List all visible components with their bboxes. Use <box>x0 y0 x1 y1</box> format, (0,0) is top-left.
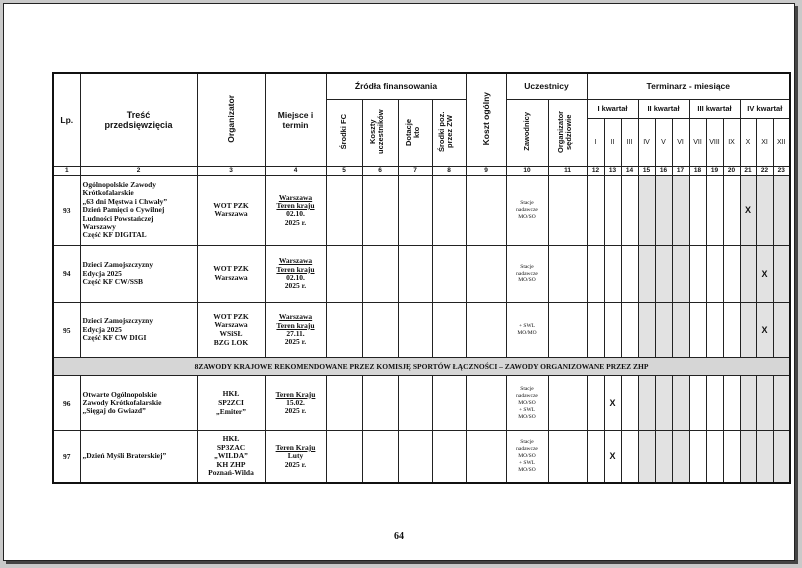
month-cell-vi <box>672 302 689 358</box>
text-line: Warszawy <box>82 221 116 231</box>
column-number: 10 <box>506 166 548 175</box>
row-finance-cell <box>326 246 362 303</box>
header-month-1: I <box>587 118 604 166</box>
text-line: WOT PZK <box>213 264 249 274</box>
header-tresc: Treść przedsięwzięcia <box>80 73 197 166</box>
row-finance-cell <box>326 302 362 358</box>
text-line: Warszawa <box>278 192 313 202</box>
text-line: nadawcze <box>516 446 538 453</box>
row-organizator <box>197 246 265 303</box>
text-line: Zawody Krótkofalarskie <box>82 398 162 407</box>
text-line: Część KF CW DIGI <box>82 333 147 343</box>
month-cell-vii <box>689 175 706 246</box>
row-miejsce <box>265 430 326 483</box>
month-mark-xi: X <box>756 302 773 358</box>
header-kwartal-3: III kwartał <box>689 99 740 118</box>
row-lp: 94 <box>53 246 80 303</box>
row-zawodnicy <box>506 175 548 246</box>
row-lp: 95 <box>53 302 80 358</box>
header-koszt-ogolny: Koszt ogólny <box>466 73 506 166</box>
row-finance-cell <box>398 175 432 246</box>
row-sedziowie <box>548 302 587 358</box>
text-line: Luty <box>287 451 304 461</box>
text-line: WOT PZK <box>213 311 249 321</box>
column-number: 1 <box>53 166 80 175</box>
text-line: MO/SO <box>518 399 536 406</box>
text-line: Edycja 2025 <box>82 324 122 334</box>
column-number: 11 <box>548 166 587 175</box>
month-cell-x <box>740 376 756 431</box>
header-koszty: Koszty uczestników <box>362 99 398 166</box>
header-month-9: IX <box>723 118 740 166</box>
month-cell-viii <box>706 302 723 358</box>
column-number: 6 <box>362 166 398 175</box>
table-row <box>53 175 790 246</box>
month-cell-i <box>587 246 604 303</box>
row-tresc <box>80 246 197 303</box>
section-title: 8ZAWODY KRAJOWE REKOMENDOWANE PRZEZ KOMISJĘ SPORTÓW ŁĄCZNOŚCI – ZAWODY ORGANIZOWANE PRZEZ ZHP <box>53 358 790 376</box>
row-lp: 97 <box>53 430 80 483</box>
month-cell-iii <box>621 302 638 358</box>
row-finance-cell <box>398 376 432 431</box>
text-line: Teren kraju <box>276 200 315 210</box>
month-cell-vii <box>689 376 706 431</box>
header-kwartal-1: I kwartał <box>587 99 638 118</box>
month-cell-ix <box>723 302 740 358</box>
text-line: Teren Kraju <box>275 389 316 399</box>
text-line: + SWL <box>518 406 536 413</box>
text-line: Stacje <box>520 439 534 446</box>
text-line: 2025 r. <box>284 281 307 291</box>
text-line: SP2ZCI <box>218 397 244 407</box>
text-line: „WILDA” <box>214 451 248 461</box>
text-line: MO/SO <box>518 466 536 473</box>
row-lp: 93 <box>53 175 80 246</box>
text-line: Część KF DIGITAL <box>82 230 147 240</box>
text-line: MO/SO <box>518 277 536 284</box>
month-mark-ii: X <box>604 430 621 483</box>
row-tresc <box>80 302 197 358</box>
row-organizator <box>197 376 265 431</box>
column-number: 9 <box>466 166 506 175</box>
month-cell-ii <box>604 246 621 303</box>
column-number: 20 <box>723 166 740 175</box>
month-mark-x: X <box>740 175 756 246</box>
row-miejsce <box>265 246 326 303</box>
text-line: Krótkofalarskie <box>82 188 134 198</box>
header-miejsce: Miejsce i termin <box>265 73 326 166</box>
month-cell-viii <box>706 246 723 303</box>
row-lp: 96 <box>53 376 80 431</box>
text-line: Ludności Powstańczej <box>82 213 154 223</box>
row-finance-cell <box>432 430 466 483</box>
row-finance-cell <box>398 246 432 303</box>
header-month-3: III <box>621 118 638 166</box>
row-zawodnicy <box>506 430 548 483</box>
header-month-2: II <box>604 118 621 166</box>
month-cell-xii <box>773 430 790 483</box>
text-line: WSiSŁ <box>219 329 243 338</box>
month-cell-v <box>655 246 672 303</box>
month-cell-i <box>587 430 604 483</box>
row-sedziowie <box>548 175 587 246</box>
text-line: Otwarte Ogólnopolskie <box>82 389 157 399</box>
month-cell-xi <box>756 430 773 483</box>
text-line: HKŁ <box>222 433 240 443</box>
month-mark-xi: X <box>756 246 773 303</box>
header-month-4: IV <box>638 118 655 166</box>
month-cell-viii <box>706 376 723 431</box>
row-finance-cell <box>362 175 398 246</box>
row-finance-cell <box>466 175 506 246</box>
month-cell-vi <box>672 175 689 246</box>
section-row <box>53 358 790 376</box>
row-finance-cell <box>432 175 466 246</box>
row-finance-cell <box>432 246 466 303</box>
header-zrodla: Źródła finansowania <box>326 73 466 99</box>
month-cell-ii <box>604 302 621 358</box>
row-organizator <box>197 430 265 483</box>
month-cell-v <box>655 376 672 431</box>
column-number: 2 <box>80 166 197 175</box>
schedule-table <box>52 72 791 484</box>
row-finance-cell <box>466 246 506 303</box>
month-cell-v <box>655 430 672 483</box>
text-line: + SWL <box>518 323 536 330</box>
text-line: Dzieci Zamojszczyzny <box>82 260 154 270</box>
month-cell-v <box>655 175 672 246</box>
month-cell-xii <box>773 175 790 246</box>
text-line: Edycja 2025 <box>82 268 122 278</box>
text-line: MO/SO <box>518 413 536 420</box>
month-cell-iii <box>621 246 638 303</box>
text-line: 2025 r. <box>284 217 307 227</box>
row-finance-cell <box>362 246 398 303</box>
column-number: 14 <box>621 166 638 175</box>
text-line: Dzieci Zamojszczyzny <box>82 316 154 326</box>
month-cell-x <box>740 302 756 358</box>
row-zawodnicy <box>506 246 548 303</box>
text-line: nadawcze <box>516 392 538 399</box>
row-finance-cell <box>362 302 398 358</box>
row-tresc <box>80 376 197 431</box>
row-organizator <box>197 175 265 246</box>
row-finance-cell <box>326 430 362 483</box>
text-line: „63 dni Męstwa i Chwały” <box>82 196 168 206</box>
text-line: Warszawa <box>278 312 313 322</box>
header-terminarz: Terminarz - miesiące <box>587 73 790 99</box>
row-finance-cell <box>362 430 398 483</box>
text-line: Dzień Pamięci o Cywilnej <box>82 205 165 215</box>
header-month-5: V <box>655 118 672 166</box>
row-finance-cell <box>432 376 466 431</box>
text-line: 2025 r. <box>284 459 307 469</box>
text-line: 2025 r. <box>284 337 307 347</box>
row-sedziowie <box>548 430 587 483</box>
column-number: 16 <box>655 166 672 175</box>
month-cell-v <box>655 302 672 358</box>
month-cell-vii <box>689 302 706 358</box>
table-row <box>53 246 790 303</box>
month-cell-xi <box>756 376 773 431</box>
text-line: Teren kraju <box>276 320 315 330</box>
row-sedziowie <box>548 246 587 303</box>
text-line: 15.02. <box>286 398 305 407</box>
month-cell-vi <box>672 246 689 303</box>
month-cell-iv <box>638 175 655 246</box>
row-miejsce <box>265 302 326 358</box>
text-line: Poznań-Wilda <box>208 468 254 478</box>
column-number: 21 <box>740 166 756 175</box>
row-finance-cell <box>466 302 506 358</box>
text-line: „Sięgaj do Gwiazd” <box>82 406 146 416</box>
table-row <box>53 430 790 483</box>
header-srodki-fc: Środki FC <box>326 99 362 166</box>
month-cell-iv <box>638 430 655 483</box>
text-line: WOT PZK <box>213 200 249 210</box>
header-month-7: VII <box>689 118 706 166</box>
header-lp: Lp. <box>53 73 80 166</box>
document-page <box>3 3 795 561</box>
month-cell-iii <box>621 430 638 483</box>
page-number: 64 <box>394 531 404 542</box>
month-cell-i <box>587 175 604 246</box>
column-number: 23 <box>773 166 790 175</box>
text-line: Teren Kraju <box>275 442 316 452</box>
text-line: 27.11. <box>286 329 305 338</box>
text-line: Teren kraju <box>276 264 315 274</box>
text-line: BZG LOK <box>213 337 249 347</box>
text-line: SP3ZAC <box>216 442 246 452</box>
row-finance-cell <box>466 430 506 483</box>
month-cell-vi <box>672 376 689 431</box>
text-line: HKŁ <box>222 389 240 399</box>
month-cell-ix <box>723 175 740 246</box>
month-cell-iii <box>621 175 638 246</box>
row-finance-cell <box>326 376 362 431</box>
text-line: Stacje <box>520 200 534 207</box>
column-number: 19 <box>706 166 723 175</box>
month-cell-ix <box>723 430 740 483</box>
row-finance-cell <box>362 376 398 431</box>
text-line: MO/MO <box>517 330 537 336</box>
column-number: 12 <box>587 166 604 175</box>
month-cell-x <box>740 246 756 303</box>
header-month-11: XI <box>756 118 773 166</box>
month-cell-ix <box>723 376 740 431</box>
month-cell-viii <box>706 175 723 246</box>
text-line: nadawcze <box>516 270 538 277</box>
header-month-8: VIII <box>706 118 723 166</box>
text-line: Ogólnopolskie Zawody <box>82 179 157 189</box>
header-month-12: XII <box>773 118 790 166</box>
column-number: 8 <box>432 166 466 175</box>
month-cell-iv <box>638 302 655 358</box>
row-organizator <box>197 302 265 358</box>
row-zawodnicy <box>506 302 548 358</box>
text-line: KH ZHP <box>216 459 246 469</box>
row-finance-cell <box>326 175 362 246</box>
text-line: nadawcze <box>516 206 538 213</box>
row-miejsce <box>265 376 326 431</box>
row-sedziowie <box>548 376 587 431</box>
column-number: 4 <box>265 166 326 175</box>
header-organizator-sedziowie: Organizator sędziowie <box>548 99 587 166</box>
text-line: MO/SO <box>518 213 536 220</box>
header-organizator: Organizator <box>197 73 265 166</box>
row-finance-cell <box>398 430 432 483</box>
row-zawodnicy <box>506 376 548 431</box>
column-number: 5 <box>326 166 362 175</box>
month-cell-x <box>740 430 756 483</box>
row-finance-cell <box>466 376 506 431</box>
header-dotacje: Dotacje kto <box>398 99 432 166</box>
month-cell-vi <box>672 430 689 483</box>
text-line: Warszawa <box>214 272 248 282</box>
table-row <box>53 302 790 358</box>
row-finance-cell <box>398 302 432 358</box>
month-cell-xii <box>773 246 790 303</box>
row-miejsce <box>265 175 326 246</box>
month-cell-xii <box>773 302 790 358</box>
text-line: 2025 r. <box>284 406 307 416</box>
header-zawodnicy: Zawodnicy <box>506 99 548 166</box>
column-number: 17 <box>672 166 689 175</box>
month-cell-iv <box>638 376 655 431</box>
column-number: 22 <box>756 166 773 175</box>
month-cell-viii <box>706 430 723 483</box>
text-line: Warszawa <box>214 320 248 330</box>
header-month-6: VI <box>672 118 689 166</box>
column-number: 13 <box>604 166 621 175</box>
text-line: Warszawa <box>214 209 248 219</box>
text-line: Warszawa <box>278 256 313 266</box>
text-line: Stacje <box>520 386 534 392</box>
header-srodki-poz: Środki poz. przez ZW <box>432 99 466 166</box>
month-cell-xi <box>756 175 773 246</box>
column-number: 3 <box>197 166 265 175</box>
month-cell-i <box>587 302 604 358</box>
header-month-10: X <box>740 118 756 166</box>
month-cell-ii <box>604 175 621 246</box>
row-finance-cell <box>432 302 466 358</box>
text-line: „Dzień Myśli Braterskiej” <box>82 451 167 461</box>
column-number: 7 <box>398 166 432 175</box>
header-uczestnicy: Uczestnicy <box>506 73 587 99</box>
header-kwartal-4: IV kwartał <box>740 99 790 118</box>
row-tresc <box>80 430 197 483</box>
month-cell-iv <box>638 246 655 303</box>
header-kwartal-2: II kwartał <box>638 99 689 118</box>
text-line: 02.10. <box>286 272 305 282</box>
text-line: Stacje <box>520 263 534 270</box>
month-cell-i <box>587 376 604 431</box>
month-cell-xii <box>773 376 790 431</box>
month-cell-ix <box>723 246 740 303</box>
month-cell-vii <box>689 246 706 303</box>
row-tresc <box>80 175 197 246</box>
column-number: 18 <box>689 166 706 175</box>
table-row <box>53 376 790 431</box>
text-line: Część KF CW/SSB <box>82 277 144 287</box>
month-cell-iii <box>621 376 638 431</box>
column-number: 15 <box>638 166 655 175</box>
month-mark-ii: X <box>604 376 621 431</box>
month-cell-vii <box>689 430 706 483</box>
text-line: „Emiter” <box>216 406 246 416</box>
text-line: + SWL <box>518 459 536 466</box>
text-line: MO/SO <box>518 453 536 460</box>
text-line: 02.10. <box>286 209 305 219</box>
